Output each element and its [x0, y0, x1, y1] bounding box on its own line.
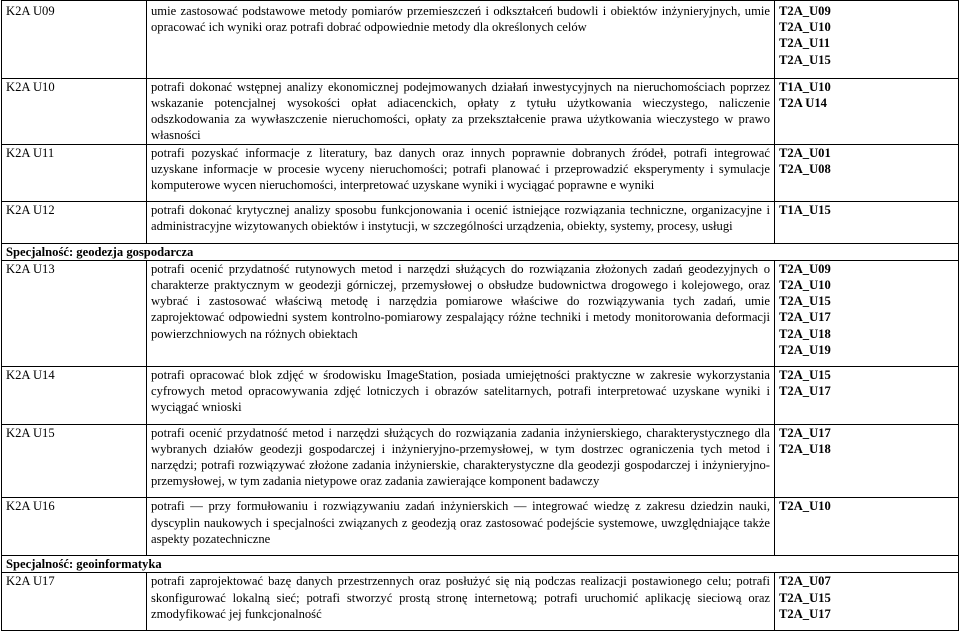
reference-code: T2A_U19 [779, 342, 831, 357]
outcome-description: potrafi pozyskać informacje z literatury, baz danych oraz innych poprawnie dobranych źródeł, potrafi integrować uzyskane informacje w procesie wyceny nieruchomości; potrafi planować i przeprowadzić eksperymenty i symulacje komputerowe wycen nieruchomości, interpretować uzyskane wyniki i wyciągać poprawne e wyniki [147, 144, 775, 202]
outcome-row [2, 260, 959, 366]
outcome-row [2, 424, 959, 498]
outcome-code: K2A U13 [2, 260, 147, 366]
outcome-references [775, 367, 959, 425]
outcome-row [2, 1, 959, 79]
reference-code: T2A_U17 [779, 425, 831, 440]
outcome-references [775, 260, 959, 366]
outcome-row [2, 78, 959, 144]
section-title: Specjalność: geoinformatyka [2, 556, 959, 573]
reference-code: T2A_U15 [779, 590, 831, 605]
outcome-references [775, 498, 959, 556]
reference-code: T1A_U10 [779, 79, 831, 94]
outcome-description: potrafi ocenić przydatność rutynowych metod i narzędzi służących do rozwiązania złożonych zadań geodezyjnych o charakterze praktycznym w geodezji górniczej, przemysłowej o obsłudze budownictwa drogowego i kolejowego, oraz wybrać i zastosować właściwą metodę i narzędzia pomiarowe właściwe do rozwiązywania tych zadań, umie zaprojektować odpowiedni system kontrolno-pomiarowy zespalający różne techniki i metody monitorowania deformacji powierzchniowych na różnych obiektach [147, 260, 775, 366]
reference-code: T2A_U17 [779, 606, 831, 621]
outcome-references [775, 1, 959, 79]
outcome-references [775, 573, 959, 631]
outcome-description: potrafi dokonać wstępnej analizy ekonomicznej podejmowanych działań inwestycyjnych na nieruchomościach poprzez wskazanie potencjalnej wysokości opłat adiacenckich, opłaty z tytułu użytkowania wieczystego, naliczenie odszkodowania za wywłaszczenie nieruchomości, opłaty za przekształcenie prawa użytkowania wieczystego w prawo własności [147, 78, 775, 144]
outcome-description: umie zastosować podstawowe metody pomiarów przemieszczeń i odkształceń budowli i obiektów inżynieryjnych, umie opracować ich wyniki oraz potrafi dobrać odpowiednie metody dla określonych celów [147, 1, 775, 79]
outcome-row [2, 144, 959, 202]
outcome-references [775, 144, 959, 202]
reference-code: T2A_U11 [779, 36, 831, 51]
outcome-references [775, 78, 959, 144]
outcome-description: potrafi opracować blok zdjęć w środowisku ImageStation, posiada umiejętności praktyczne w zakresie wykorzystania cyfrowych metod opracowywania zdjęć lotniczych i obrazów satelitarnych, potrafi interpretować uzyskane wyniki i wyciągać wnioski [147, 367, 775, 425]
reference-code: T2A U14 [779, 96, 827, 111]
outcome-code: K2A U15 [2, 424, 147, 498]
outcome-description: potrafi dokonać krytycznej analizy sposobu funkcjonowania i ocenić istniejące rozwiązania techniczne, organizacyjne i administracyjne wizytowanych obiektów i instytucji, w szczególności urządzenia, obiekty, systemy, procesy, usługi [147, 202, 775, 243]
reference-code: T2A_U08 [779, 161, 831, 176]
reference-code: T2A_U09 [779, 261, 831, 276]
reference-code: T2A_U09 [779, 4, 831, 18]
reference-code: T2A_U15 [779, 368, 831, 383]
section-header-row [2, 556, 959, 573]
section-header-row [2, 243, 959, 260]
outcome-description: potrafi zaprojektować bazę danych przestrzennych oraz posłużyć się nią podczas realizacji postawionego celu; potrafi skonfigurować lokalną sieć; potrafi stworzyć prostą stronę internetową; potrafi uruchomić aplikację sieciową oraz zmodyfikować jej funkcjonalność [147, 573, 775, 631]
outcome-references [775, 202, 959, 243]
outcome-description: potrafi ocenić przydatność metod i narzędzi służących do rozwiązania zadania inżynierskiego, charakterystycznego dla wybranych działów geodezji gospodarczej i inżynieryjno-przemysłowej, w tym dostrzec ograniczenia tych metod i narzędzi; potrafi rozwiązywać złożone zadania inżynierskie, charakterystyczne dla geodezji gospodarczej i inżynieryjno-przemysłowej, w tym zadania nietypowe oraz zadania zawierające komponent badawczy [147, 424, 775, 498]
reference-code: T2A_U07 [779, 574, 831, 589]
outcome-row [2, 573, 959, 631]
reference-code: T2A_U10 [779, 278, 831, 293]
learning-outcomes-table [1, 0, 959, 631]
section-title: Specjalność: geodezja gospodarcza [2, 243, 959, 260]
reference-code: T2A_U15 [779, 52, 831, 67]
outcome-code: K2A U11 [2, 144, 147, 202]
outcome-description: potrafi — przy formułowaniu i rozwiązywaniu zadań inżynierskich — integrować wiedzę z zakresu dziedzin nauki, dyscyplin naukowych i specjalności związanych z geodezją oraz zastosować podejście systemowe, uwzględniające także aspekty pozatechniczne [147, 498, 775, 556]
outcome-references [775, 424, 959, 498]
reference-code: T2A_U18 [779, 441, 831, 456]
outcome-code: K2A U16 [2, 498, 147, 556]
reference-code: T2A_U17 [779, 384, 831, 399]
outcome-row [2, 367, 959, 425]
outcome-code: K2A U14 [2, 367, 147, 425]
outcome-code: K2A U10 [2, 78, 147, 144]
learning-outcomes-body [2, 1, 959, 631]
reference-code: T2A_U10 [779, 499, 831, 514]
reference-code: T1A_U15 [779, 203, 831, 218]
reference-code: T2A_U17 [779, 310, 831, 325]
outcome-code: K2A U09 [2, 1, 147, 79]
outcome-row [2, 202, 959, 243]
reference-code: T2A_U15 [779, 294, 831, 309]
reference-code: T2A_U01 [779, 145, 831, 160]
outcome-row [2, 498, 959, 556]
outcome-code: K2A U12 [2, 202, 147, 243]
reference-code: T2A_U10 [779, 20, 831, 35]
reference-code: T2A_U18 [779, 326, 831, 341]
outcome-code: K2A U17 [2, 573, 147, 631]
